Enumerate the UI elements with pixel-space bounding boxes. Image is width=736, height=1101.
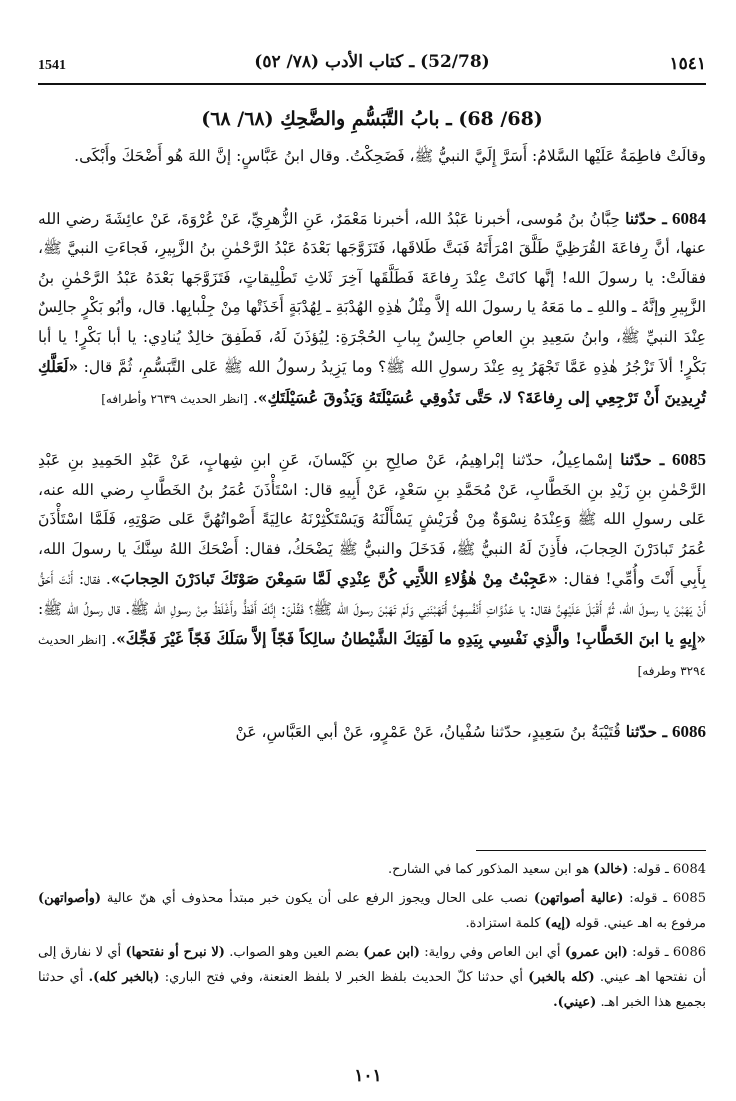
header-divider xyxy=(38,83,706,85)
hadith-number: 6084 xyxy=(672,208,707,228)
footnote-lead: 6086 ـ قوله: xyxy=(632,945,706,960)
footnote-term: (خالد) xyxy=(593,862,629,877)
hadith-6084: 6084 ـ حدّثنا حِبَّانُ بنُ مُوسى، أخبرنا عَبْدُ الله، أخبرنا مَعْمَرٌ، عَنِ الزُّهرِيِّ، عَنْ عُرْوَةَ، عَنْ عائِشَةَ رضي الله عنها، أنَّ رِفاعَةَ القُرَظِيَّ طَلَّقَ امْرَأَتَهُ فَبَتَّ طَلاقَها، فَتَزَوَّجَها بَعْدَهُ عَبْدُ الرَّحْمٰنِ بنُ الزَّبِيرِ، فَجاءَتِ النبيَّ ﷺ، فقالَتْ: يا رسولَ الله! إنَّها كانَتْ عِنْدَ رِفاعَةَ فَطَلَّقَها آخِرَ ثَلاثِ تَطْلِيقاتٍ، فَتَزَوَّجَها بَعْدَهُ عَبْدُ الرَّحْمٰنِ بنُ الزَّبِيرِ وإنَّهُ ـ واللهِ ـ ما مَعَهُ يا رسولَ الله إلاَّ مِثْلُ هٰذِهِ الهُدْبَةِ ـ لِهُدْبَةٍ أَخَذَتْها مِنْ جِلْبابِها. قال، وأبُو بَكْرٍ جالِسٌ عِنْدَ النبيِّ ﷺ، وابنُ سَعِيدِ بنِ العاصِ جالِسٌ بِبابِ الحُجْرَةِ: لِيُؤذَنَ لَهُ، فَطَفِقَ خالِدٌ يُنادِي: يا أبا بَكْرٍ! يا أبا بَكْرٍ! ألاَ تَزْجُرُ هٰذِهِ عَمَّا تَجْهَرُ بِهِ عِنْدَ رسولِ الله ﷺ؟ وما يَزِيدُ رسولُ الله ﷺ عَلى التَّبَسُّمِ، ثُمَّ قال: «لَعَلَّكِ تُرِيدِينَ أَنْ تَرْجِعِي إلى رِفاعَةَ؟ لا، حَتَّى تَذُوقِي عُسَيْلَتَهُ وَيَذُوقَ عُسَيْلَتَكِ». [انظر الحديث ٢٦٣٩ وأطرافه] xyxy=(38,208,707,407)
footnote-text: كلمة استزادة. xyxy=(465,916,541,931)
chapter-intro: وقالَتْ فاطِمَةُ عَلَيْها السَّلامُ: أَسَرَّ إِلَيَّ النبيُّ ﷺ، فَضَحِكْتُ. وقال ابنُ عَبَّاسٍ: إنَّ اللهَ هُو أَضْحَكَ وأَبْكَى. xyxy=(74,147,706,165)
footnote-term: (عيني). xyxy=(553,995,597,1010)
footnote-text: نصب على الحال ويجوز الرفع على أن يكون خبر مبتدأ محذوف أي هنّ عالية xyxy=(106,891,529,906)
footnote-term: (ابن عمرو) xyxy=(564,945,628,960)
footnote-text: أي ابن العاص وفي رواية: xyxy=(424,945,561,960)
footnote-text: أي حدثنا بجميع هذا الخبر اهـ. xyxy=(38,970,706,1010)
footnote-lead: 6084 ـ قوله: xyxy=(632,862,706,877)
footnotes xyxy=(38,850,706,1019)
footnote-term: (بالخبر كله). xyxy=(88,970,160,985)
hadith-number: 6085 xyxy=(671,450,706,469)
hadith-text: إسْماعِيلُ، حدّثنا إبْراهِيمُ، عَنْ صالِحِ بنِ كَيْسانَ، عَنِ ابنِ شِهابٍ، عَنْ عَبْدِ الحَمِيدِ بنِ عَبْدِ الرَّحْمٰنِ بنِ زَيْدِ بنِ الخَطَّابِ، عَنْ مُحَمَّدِ بنِ سَعْدٍ، عَنْ أَبِيهِ قال: اسْتَأْذَنَ عُمَرُ بنُ الخَطَّابِ رضي الله عنه، عَلى رسولِ الله ﷺ وَعِنْدَهُ نِسْوَةٌ مِنْ قُرَيْشٍ يَسْأَلْنَهُ وَيَسْتَكْثِرْنَهُ عالِيَةً أَصْواتُهُنَّ عَلى صَوْتِهِ، فَلَمَّا اسْتَأْذَنَ عُمَرُ تَبادَرْنَ الحِجابَ، فأَذِنَ لَهُ النبيُّ ﷺ، فَدَخَلَ والنبيُّ ﷺ يَضْحَكُ، فقال: أَضْحَكَ اللهُ سِنَّكَ يا رسولَ الله، بِأَبِي أَنْتَ وأُمِّي! فقال: xyxy=(38,451,707,588)
hadith-opening: ـ حدّثنا xyxy=(625,208,667,228)
footnote-term: (لا نبرح أو نفتحها) xyxy=(125,945,225,960)
footnote-6084 xyxy=(38,857,706,882)
footnote-text: أي حدثنا كلّ الحديث بلفظ الخبر لا بلفظ العنعنة، وفي فتح الباري: xyxy=(164,970,523,985)
cross-reference: [انظر الحديث ٣٢٩٤ وطرفه] xyxy=(38,633,706,678)
hadith-6085: 6085 ـ حدّثنا إسْماعِيلُ، حدّثنا إبْراهِيمُ، عَنْ صالِحِ بنِ كَيْسانَ، عَنِ ابنِ شِهابٍ، عَنْ عَبْدِ الحَمِيدِ بنِ عَبْدِ الرَّحْمٰنِ بنِ زَيْدِ بنِ الخَطَّابِ، عَنْ مُحَمَّدِ بنِ سَعْدٍ، عَنْ أَبِيهِ قال: اسْتَأْذَنَ عُمَرُ بنُ الخَطَّابِ رضي الله عنه، عَلى رسولِ الله ﷺ وَعِنْدَهُ نِسْوَةٌ مِنْ قُرَيْشٍ يَسْأَلْنَهُ وَيَسْتَكْثِرْنَهُ عالِيَةً أَصْواتُهُنَّ عَلى صَوْتِهِ، فَلَمَّا اسْتَأْذَنَ عُمَرُ تَبادَرْنَ الحِجابَ، فأَذِنَ لَهُ النبيُّ ﷺ، فَدَخَلَ والنبيُّ ﷺ يَضْحَكُ، فقال: أَضْحَكَ اللهُ سِنَّكَ يا رسولَ الله، بِأَبِي أَنْتَ وأُمِّي! فقال: «عَجِبْتُ مِنْ هٰؤُلاءِ اللاَّتِي كُنَّ عِنْدِي لَمَّا سَمِعْنَ صَوْتَكَ تَبادَرْنَ الحِجابَ». فقال: أَنْتَ أَحَقُّ أَنْ يَهَبْنَ يا رسولَ الله، ثُمَّ أَقْبَلَ عَلَيْهِنَّ فقال: يا عَدُوَّاتِ أَنْفُسِهِنَّ أَتَهَبْنَنِي وَلَمْ تَهَبْنَ رسولَ الله ﷺ؟ فَقُلْنَ: إنَّكَ أَفَظُّ وأَغْلَظُ مِنْ رسولِ الله ﷺ. قال رسولُ الله ﷺ: «إِيهٍ يا ابنَ الخَطَّابِ! والَّذِي نَفْسِي بِيَدِهِ ما لَقِيَكَ الشَّيْطانُ سالِكاً فَجّاً إلاَّ سَلَكَ فَجّاً غَيْرَ فَجِّكَ». [انظر الحديث ٣٢٩٤ وطرفه] xyxy=(38,450,707,678)
page-footer-number: ١٠١ xyxy=(354,1066,382,1086)
footnote-divider xyxy=(476,850,706,851)
page-header xyxy=(38,44,706,84)
prophetic-quote: «عَجِبْتُ مِنْ هٰؤُلاءِ اللاَّتِي كُنَّ عِنْدِي لَمَّا سَمِعْنَ صَوْتَكَ تَبادَرْنَ الحِجابَ» xyxy=(110,569,558,588)
hadith-6086 xyxy=(38,717,706,748)
hadith-opening: ـ حدّثنا xyxy=(625,722,668,741)
prophetic-quote: «لَعَلَّكِ تُرِيدِينَ أَنْ تَرْجِعِي إلى رِفاعَةَ؟ لا، حَتَّى تَذُوقِي عُسَيْلَتَهُ وَيَذُوقَ عُسَيْلَتَكِ» xyxy=(38,357,706,407)
page-number-latin: 1541 xyxy=(38,58,66,73)
footnote-6085 xyxy=(38,886,706,936)
footnote-term: (إيه) xyxy=(544,916,572,931)
footnote-term: (ابن عمر) xyxy=(363,945,420,960)
hadith-text: حِبَّانُ بنُ مُوسى، أخبرنا عَبْدُ الله، أخبرنا مَعْمَرٌ، عَنِ الزُّهرِيِّ، عَنْ عُرْوَةَ، عَنْ عائِشَةَ رضي الله عنها، أنَّ رِفاعَةَ القُرَظِيَّ طَلَّقَ امْرَأَتَهُ فَبَتَّ طَلاقَها، فَتَزَوَّجَها بَعْدَهُ عَبْدُ الرَّحْمٰنِ بنُ الزَّبِيرِ، فَجاءَتِ النبيَّ ﷺ، فقالَتْ: يا رسولَ الله! إنَّها كانَتْ عِنْدَ رِفاعَةَ فَطَلَّقَها آخِرَ ثَلاثِ تَطْلِيقاتٍ، فَتَزَوَّجَها بَعْدَهُ عَبْدُ الرَّحْمٰنِ بنُ الزَّبِيرِ وإنَّهُ ـ واللهِ ـ ما مَعَهُ يا رسولَ الله إلاَّ مِثْلُ هٰذِهِ الهُدْبَةِ ـ لِهُدْبَةٍ أَخَذَتْها مِنْ جِلْبابِها. قال، وأبُو بَكْرٍ جالِسٌ عِنْدَ النبيِّ ﷺ، وابنُ سَعِيدِ بنِ العاصِ جالِسٌ بِبابِ الحُجْرَةِ: لِيُؤذَنَ لَهُ، فَطَفِقَ خالِدٌ يُنادِي: يا أبا بَكْرٍ! يا أبا بَكْرٍ! ألاَ تَزْجُرُ هٰذِهِ عَمَّا تَجْهَرُ بِهِ عِنْدَ رسولِ الله ﷺ؟ وما يَزِيدُ رسولُ الله ﷺ عَلى التَّبَسُّمِ، ثُمَّ قال: xyxy=(38,209,706,376)
footnote-term: (عالية أصواتهن) xyxy=(533,891,624,906)
hadith-text: قُتَيْبَةُ بنُ سَعِيدٍ، حدّثنا سُفْيانُ، عَنْ عَمْرٍو، عَنْ أبي العَبَّاسِ، عَنْ xyxy=(235,723,621,741)
footnote-6086 xyxy=(38,940,706,1015)
footnote-text: بضم العين وهو الصواب. xyxy=(229,945,359,960)
book-title: (52/78) ـ كتاب الأدب (٧٨/ ٥٢) xyxy=(254,52,490,72)
hadith-opening: ـ حدّثنا xyxy=(620,450,665,469)
main-text xyxy=(38,142,706,748)
footnote-text: هو ابن سعيد المذكور كما في الشارح. xyxy=(388,862,590,877)
page-number-arabic: ١٥٤١ xyxy=(669,54,706,74)
hadith-number: 6086 xyxy=(672,722,706,741)
chapter-title: (68/ 68) ـ بابُ التَّبَسُّمِ والضَّحِكِ (٦٨/ ٦٨) xyxy=(201,108,543,130)
hadith-text-continued: . فقال: أَنْتَ أَحَقُّ أَنْ يَهَبْنَ يا رسولَ الله، ثُمَّ أَقْبَلَ عَلَيْهِنَّ فقال: يا عَدُوَّاتِ أَنْفُسِهِنَّ أَتَهَبْنَنِي وَلَمْ تَهَبْنَ رسولَ الله ﷺ؟ فَقُلْنَ: إنَّكَ أَفَظُّ وأَغْلَظُ مِنْ رسولِ الله ﷺ. قال رسولُ الله ﷺ: xyxy=(38,570,706,618)
footnote-term: (وأصواتهن) xyxy=(38,891,102,906)
footnote-term: (كله بالخبر) xyxy=(528,970,595,985)
footnote-text: مرفوع به اهـ عيني. قوله xyxy=(575,916,706,931)
footnote-text: أي لا نفارق إلى أن نفتحها اهـ عيني. xyxy=(38,945,707,985)
cross-reference: [انظر الحديث ٢٦٣٩ وأطرافه] xyxy=(101,391,248,406)
footnote-lead: 6085 ـ قوله: xyxy=(629,891,706,906)
prophetic-quote-second: «إِيهٍ يا ابنَ الخَطَّابِ! والَّذِي نَفْسِي بِيَدِهِ ما لَقِيَكَ الشَّيْطانُ سالِكاً فَجّاً إلاَّ سَلَكَ فَجّاً غَيْرَ فَجِّكَ» xyxy=(116,629,706,648)
